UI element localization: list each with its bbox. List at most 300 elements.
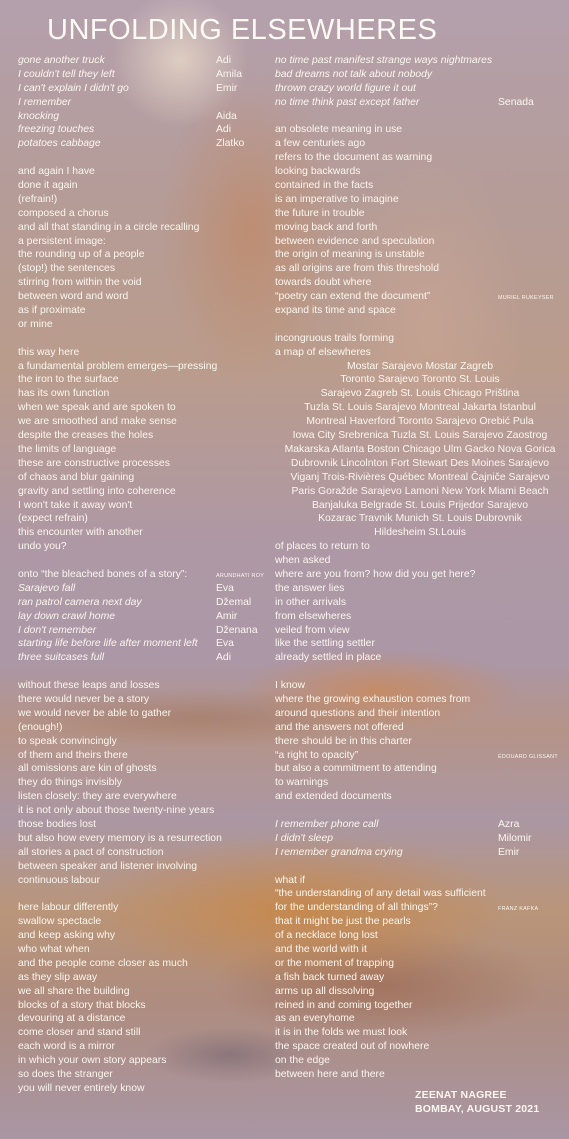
poem-line xyxy=(18,387,270,401)
poem-line-text: swallow spectacle xyxy=(18,916,102,928)
poem-line-text: listen closely: they are everywhere xyxy=(18,791,177,803)
poem-line-text: as all origins are from this threshold xyxy=(275,263,440,275)
poem-line xyxy=(18,179,270,193)
testimony-text: thrown crazy world figure it out xyxy=(275,82,416,94)
poem-line-text: this way here xyxy=(18,346,80,358)
poem-line xyxy=(18,373,270,387)
poem-line-text: it is in the folds we must look xyxy=(275,1027,408,1039)
poem-line-text: but also how every memory is a resurrection xyxy=(18,832,222,844)
poem-line-text: Dubrovnik Lincolnton Fort Stewart Des Moines Sarajevo xyxy=(290,457,550,469)
poem-line-text: of them and theirs there xyxy=(18,749,128,761)
poem-line-text: so does the stranger xyxy=(18,1069,113,1081)
poem-line xyxy=(18,110,270,124)
poem-line xyxy=(275,248,565,262)
poem-line-text: (enough!) xyxy=(18,721,63,733)
poem-line xyxy=(18,957,270,971)
poem-line-text: incongruous trails forming xyxy=(275,332,394,344)
speaker-name: Dženana xyxy=(216,624,258,636)
poem-line xyxy=(18,568,270,582)
poem-line xyxy=(275,776,565,790)
poem-line-text: in which your own story appears xyxy=(18,1055,167,1067)
testimony-text: I didn't sleep xyxy=(275,832,334,844)
poem-line-text: what if xyxy=(275,874,306,886)
poem-line xyxy=(18,707,270,721)
poem-line xyxy=(275,68,565,82)
poem-line xyxy=(18,429,270,443)
testimony-text: bad dreams not talk about nobody xyxy=(275,68,433,80)
poem-line xyxy=(18,804,270,818)
poem-line-text: arms up all dissolving xyxy=(275,985,375,997)
poem-line xyxy=(275,721,565,735)
poem-line-text: where are you from? how did you get here? xyxy=(275,568,476,580)
speaker-name: Adi xyxy=(216,652,232,664)
poem-line-text: like the settling settler xyxy=(275,638,375,650)
poem-line xyxy=(18,1082,270,1096)
poem-line-text: Tuzla St. Louis Sarajevo Montreal Jakarta Istanbul xyxy=(304,402,536,414)
poem-line-text: and extended documents xyxy=(275,791,392,803)
testimony-text: I can't explain I didn't go xyxy=(18,82,129,94)
poem-line-text: all omissions are kin of ghosts xyxy=(18,763,157,775)
poem-right-column xyxy=(275,54,565,1082)
poem-line xyxy=(275,1026,565,1040)
poem-line xyxy=(275,471,565,485)
poem-line xyxy=(275,582,565,596)
poem-line-text: or mine xyxy=(18,318,53,330)
poem-line xyxy=(275,1054,565,1068)
stanza-break xyxy=(18,332,270,346)
poem-line xyxy=(275,735,565,749)
poem-line-text: Montreal Haverford Toronto Sarajevo Orebić Pula xyxy=(306,416,534,428)
poem-line-text: the origin of meaning is unstable xyxy=(275,249,425,261)
testimony-text: Sarajevo fall xyxy=(18,582,76,594)
poem-line-text: refers to the document as warning xyxy=(275,152,433,164)
poem-line xyxy=(275,707,565,721)
poem-line xyxy=(18,499,270,513)
poem-line-text: Mostar Sarajevo Mostar Zagreb xyxy=(346,360,494,372)
testimony-text: I remember grandma crying xyxy=(275,846,403,858)
poem-line xyxy=(275,290,565,304)
poem-line xyxy=(18,457,270,471)
poem-line xyxy=(275,262,565,276)
citation-author: ARUNDHATI ROY xyxy=(216,572,265,579)
poem-line xyxy=(18,818,270,832)
poem-line xyxy=(18,1012,270,1026)
poem-line xyxy=(18,471,270,485)
poem-line xyxy=(275,915,565,929)
poem-line xyxy=(18,971,270,985)
poem-line xyxy=(18,1040,270,1054)
poem-line xyxy=(275,401,565,415)
poem-line-text: Paris Goražde Sarajevo Lamoni New York Miami Beach xyxy=(291,485,549,497)
poem-line xyxy=(275,874,565,888)
poem-line-text: between evidence and speculation xyxy=(275,235,435,247)
poem-line xyxy=(18,123,270,137)
stanza-break xyxy=(275,860,565,874)
poem-line-text: Viganj Trois-Rivières Québec Montreal Čajniče Sarajevo xyxy=(290,471,550,483)
poem-line-text: each word is a mirror xyxy=(18,1041,116,1053)
place-date: BOMBAY, AUGUST 2021 xyxy=(415,1103,540,1115)
poem-line-text: (expect refrain) xyxy=(18,513,88,525)
poem-line xyxy=(275,276,565,290)
poem-line-text: Sarajevo Zagreb St. Louis Chicago Priština xyxy=(320,388,520,400)
poem-line xyxy=(275,373,565,387)
poem-line-text: all stories a pact of construction xyxy=(18,846,164,858)
poem-line-text: between speaker and listener involving xyxy=(18,860,198,872)
poem-line xyxy=(18,207,270,221)
poem-line xyxy=(18,54,270,68)
poem-line-text: or the moment of trapping xyxy=(275,957,394,969)
poem-line xyxy=(275,123,565,137)
poem-line-text: come closer and stand still xyxy=(18,1027,141,1039)
poem-line xyxy=(275,137,565,151)
poem-line xyxy=(275,693,565,707)
poem-line xyxy=(18,832,270,846)
poem-line xyxy=(275,929,565,943)
poem-line xyxy=(275,637,565,651)
poem-line xyxy=(275,235,565,249)
speaker-name: Eva xyxy=(216,638,234,650)
citation-author: MURIEL RUKEYSER xyxy=(498,295,554,302)
stanza-break xyxy=(18,554,270,568)
poem-line-text: the future in trouble xyxy=(275,207,365,219)
poem-line-text: looking backwards xyxy=(275,166,361,178)
poem-line-text: we are smoothed and make sense xyxy=(18,416,177,428)
poem-line xyxy=(275,887,565,901)
testimony-text: gone another truck xyxy=(18,55,105,66)
poem-line-text: contained in the facts xyxy=(275,180,374,192)
poem-line xyxy=(18,985,270,999)
poem-line xyxy=(275,540,565,554)
poem-line xyxy=(18,874,270,888)
poem-line-text: those bodies lost xyxy=(18,818,96,830)
poem-line-text: Hildesheim St.Louis xyxy=(374,527,466,539)
poem-line xyxy=(275,332,565,346)
poem-line xyxy=(18,610,270,624)
stanza-break xyxy=(275,665,565,679)
poem-line-text: we would never be able to gather xyxy=(18,707,172,719)
poem-line xyxy=(275,943,565,957)
poem-line-text: an obsolete meaning in use xyxy=(275,124,403,136)
poem-line-text: the rounding up of a people xyxy=(18,249,145,261)
poem-line xyxy=(18,248,270,262)
poem-line xyxy=(18,901,270,915)
poem-line xyxy=(275,818,565,832)
poem-line xyxy=(275,762,565,776)
poem-line xyxy=(18,540,270,554)
testimony-text: no time think past except father xyxy=(275,96,420,108)
poem-line-text: I know xyxy=(275,680,306,692)
stanza-break xyxy=(275,318,565,332)
citation-author: ÉDOUARD GLISSANT xyxy=(498,753,558,760)
poem-line-text: a map of elsewheres xyxy=(275,346,371,358)
poem-line xyxy=(275,526,565,540)
speaker-name: Džemal xyxy=(216,596,252,608)
poem-line xyxy=(275,1012,565,1026)
poem-line xyxy=(275,165,565,179)
poem-line xyxy=(275,957,565,971)
poem-line xyxy=(275,651,565,665)
stanza-break xyxy=(18,887,270,901)
stanza-break xyxy=(275,110,565,124)
poem-line xyxy=(18,1054,270,1068)
poem-line xyxy=(18,82,270,96)
poem-line-text: (refrain!) xyxy=(18,193,58,205)
poem-line-text: and all that standing in a circle recalling xyxy=(18,221,200,233)
poem-line xyxy=(18,1068,270,1082)
poem-line xyxy=(275,151,565,165)
poem-line xyxy=(18,262,270,276)
poem-line-text: stirring from within the void xyxy=(18,277,142,289)
poem-line-text: reined in and coming together xyxy=(275,999,413,1011)
speaker-name: Senada xyxy=(498,96,534,108)
stanza-break xyxy=(275,804,565,818)
poem-line-text: “the understanding of any detail was sufficient xyxy=(275,888,486,900)
testimony-text: freezing touches xyxy=(18,124,95,136)
poem-line xyxy=(275,429,565,443)
poem-line-text: “poetry can extend the document” xyxy=(275,291,431,303)
poem-line-text: Kozarac Travnik Munich St. Louis Dubrovnik xyxy=(318,513,522,525)
poem-line xyxy=(275,512,565,526)
poem-line xyxy=(18,749,270,763)
poem-line-text: when asked xyxy=(275,555,331,567)
poem-line-text: despite the creases the holes xyxy=(18,430,154,442)
poem-line xyxy=(275,346,565,360)
poem-line-text: as if proximate xyxy=(18,305,86,317)
poem-line xyxy=(18,415,270,429)
testimony-text: knocking xyxy=(18,110,60,122)
poem-line xyxy=(275,985,565,999)
poem-line xyxy=(275,679,565,693)
poem-line-text: veiled from view xyxy=(275,624,350,636)
poem-line-text: they do things invisibly xyxy=(18,777,122,789)
poem-line xyxy=(18,1026,270,1040)
testimony-text: ran patrol camera next day xyxy=(18,596,142,608)
poem-line-text: is an imperative to imagine xyxy=(275,193,399,205)
testimony-text: no time past manifest strange ways nightmares xyxy=(275,55,493,66)
poem-line-text: of places to return to xyxy=(275,541,370,553)
poem-line-text: around questions and their intention xyxy=(275,707,441,719)
poem-line xyxy=(275,207,565,221)
poem-line xyxy=(18,929,270,943)
poem-line xyxy=(18,512,270,526)
poem-line xyxy=(275,485,565,499)
poem-line-text: done it again xyxy=(18,180,78,192)
poem-line xyxy=(18,776,270,790)
poem-line xyxy=(275,304,565,318)
speaker-name: Azra xyxy=(498,818,520,830)
poem-line-text: the answer lies xyxy=(275,582,345,594)
poem-line xyxy=(18,443,270,457)
poem-line-text: a fundamental problem emerges—pressing xyxy=(18,360,218,372)
poem-line-text: composed a chorus xyxy=(18,207,109,219)
poem-line-text: for the understanding of all things”? xyxy=(275,902,438,914)
poem-line xyxy=(275,1068,565,1082)
poem-left-column xyxy=(18,54,270,1096)
poem-line xyxy=(18,165,270,179)
testimony-text: potatoes cabbage xyxy=(18,138,101,150)
poem-line xyxy=(18,943,270,957)
poem-line-text: Iowa City Srebrenica Tuzla St. Louis Sarajevo Zaostrog xyxy=(292,430,548,442)
poem-line xyxy=(18,137,270,151)
poem-line xyxy=(18,762,270,776)
poem-line xyxy=(275,457,565,471)
poem-line xyxy=(18,721,270,735)
poem-line xyxy=(18,693,270,707)
poem-line-text: where the growing exhaustion comes from xyxy=(275,693,471,705)
poem-line-text: “a right to opacity” xyxy=(275,749,359,761)
poem-line-text: without these leaps and losses xyxy=(18,680,160,692)
poem-line-text: it is not only about those twenty-nine years xyxy=(18,805,215,817)
poem-line xyxy=(275,901,565,915)
speaker-name: Emir xyxy=(216,82,238,94)
testimony-text: I don't remember xyxy=(18,624,97,636)
poem-line xyxy=(18,915,270,929)
poem-line-text: undo you? xyxy=(18,541,67,553)
poem-line xyxy=(275,1040,565,1054)
citation-author: FRANZ KAFKA xyxy=(498,906,539,913)
testimony-text: I remember phone call xyxy=(275,818,379,830)
poem-line-text: onto “the bleached bones of a story”: xyxy=(18,568,188,580)
poem-line-text: towards doubt where xyxy=(275,277,372,289)
poem-line xyxy=(18,624,270,638)
speaker-name: Amila xyxy=(216,68,242,80)
poem-line-text: the space created out of nowhere xyxy=(275,1041,430,1053)
poem-line xyxy=(275,624,565,638)
poem-line-text: a few centuries ago xyxy=(275,138,366,150)
author-signature xyxy=(415,1088,539,1116)
poem-line xyxy=(18,276,270,290)
poem-line-text: to warnings xyxy=(275,777,329,789)
poem-line-text: blocks of a story that blocks xyxy=(18,999,146,1011)
poem-line-text: moving back and forth xyxy=(275,221,378,233)
testimony-text: I remember xyxy=(18,96,72,108)
poem-line-text: gravity and settling into coherence xyxy=(18,485,176,497)
poem-line-text: devouring at a distance xyxy=(18,1013,126,1025)
poem-line-text: between word and word xyxy=(18,291,129,303)
testimony-text: I couldn't tell they left xyxy=(18,68,115,80)
poem-line-text: but also a commitment to attending xyxy=(275,763,437,775)
poem-line xyxy=(275,832,565,846)
poem-line-text: as an everyhome xyxy=(275,1013,355,1025)
poem-line xyxy=(18,485,270,499)
poem-line xyxy=(18,221,270,235)
poem-line-text: and the world with it xyxy=(275,944,367,955)
poem-line xyxy=(18,290,270,304)
poem-line xyxy=(275,443,565,457)
testimony-text: lay down crawl home xyxy=(18,610,116,622)
testimony-text: starting life before life after moment left xyxy=(18,638,198,650)
poem-line xyxy=(18,582,270,596)
poem-line xyxy=(275,54,565,68)
poem-line-text: the limits of language xyxy=(18,443,117,455)
speaker-name: Emir xyxy=(498,846,520,858)
poem-line-text: (stop!) the sentences xyxy=(18,263,116,275)
stanza-break xyxy=(18,151,270,165)
poem-line xyxy=(275,499,565,513)
poem-line xyxy=(18,401,270,415)
poem-line xyxy=(275,790,565,804)
poem-title: UNFOLDING ELSEWHERES xyxy=(47,14,438,46)
speaker-name: Adi xyxy=(216,55,232,66)
poem-line-text: and the answers not offered xyxy=(275,721,404,733)
poem-line-text: a persistent image: xyxy=(18,235,106,247)
poem-line-text: I won't take it away won't xyxy=(18,499,133,511)
poem-line-text: a fish back turned away xyxy=(275,971,385,983)
poem-line-text: to speak convincingly xyxy=(18,735,117,747)
poem-line-text: continuous labour xyxy=(18,874,101,886)
testimony-text: three suitcases full xyxy=(18,652,105,664)
poem-line xyxy=(275,568,565,582)
poem-line xyxy=(18,68,270,82)
poem-line xyxy=(18,193,270,207)
poem-line-text: and again I have xyxy=(18,166,95,178)
poem-line-text: we all share the building xyxy=(18,985,130,997)
poem-line xyxy=(18,679,270,693)
poem-line xyxy=(275,193,565,207)
poem-line-text: expand its time and space xyxy=(275,305,396,317)
poem-line-text: Makarska Atlanta Boston Chicago Ulm Gacko Nova Gorica xyxy=(284,443,556,455)
poem-line-text: when we speak and are spoken to xyxy=(18,402,176,414)
poem-line-text: this encounter with another xyxy=(18,527,143,539)
poem-line-text: the iron to the surface xyxy=(18,374,119,386)
poem-line-text: there should be in this charter xyxy=(275,735,412,747)
poem-line xyxy=(275,387,565,401)
speaker-name: Aida xyxy=(216,110,237,122)
poem-line-text: who what when xyxy=(18,944,90,955)
poem-line-text: there would never be a story xyxy=(18,693,150,705)
poem-line-text: on the edge xyxy=(275,1055,330,1067)
poem-line xyxy=(275,610,565,624)
poem-line-text: these are constructive processes xyxy=(18,457,170,469)
poem-line xyxy=(18,360,270,374)
poem-line xyxy=(275,360,565,374)
poem-line xyxy=(18,735,270,749)
poem-line xyxy=(275,82,565,96)
poem-line xyxy=(275,999,565,1013)
author-name: ZEENAT NAGREE xyxy=(415,1089,507,1101)
stanza-break xyxy=(18,665,270,679)
poem-line-text: here labour differently xyxy=(18,902,119,914)
poem-line xyxy=(275,846,565,860)
poem-line xyxy=(275,596,565,610)
speaker-name: Zlatko xyxy=(216,138,245,150)
poem-line-text: you will never entirely know xyxy=(18,1082,145,1094)
poem-line xyxy=(18,790,270,804)
speaker-name: Adi xyxy=(216,124,232,136)
poem-line-text: Banjaluka Belgrade St. Louis Prijedor Sarajevo xyxy=(311,499,529,511)
poem-line xyxy=(18,526,270,540)
poem-line-text: and keep asking why xyxy=(18,930,116,942)
poem-line-text: as they slip away xyxy=(18,971,98,983)
poem-line-text: from elsewheres xyxy=(275,610,352,622)
poem-line xyxy=(275,96,565,110)
poem-line xyxy=(18,637,270,651)
poem-line-text: that it might be just the pearls xyxy=(275,916,411,928)
speaker-name: Milomir xyxy=(498,832,532,844)
poem-line xyxy=(18,96,270,110)
speaker-name: Eva xyxy=(216,582,234,594)
poem-line xyxy=(18,304,270,318)
poem-line xyxy=(275,415,565,429)
poem-line xyxy=(18,596,270,610)
poem-line xyxy=(18,651,270,665)
poem-line-text: between here and there xyxy=(275,1069,385,1081)
poem-line xyxy=(18,999,270,1013)
poem-line xyxy=(18,346,270,360)
poem-line xyxy=(18,846,270,860)
poem-line xyxy=(18,318,270,332)
poem-line-text: and the people come closer as much xyxy=(18,957,188,969)
